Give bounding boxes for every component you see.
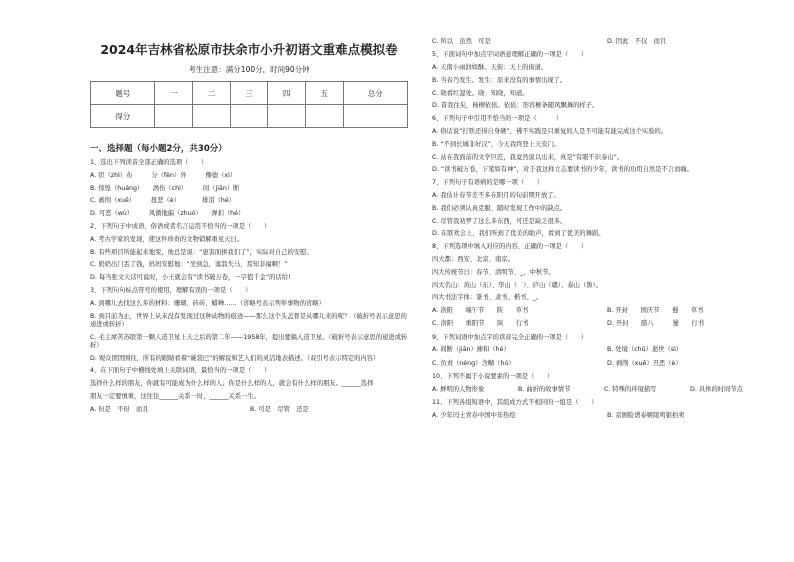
option-b: B. 处境（chǔ）逝世（sì） [607,346,683,354]
option-b: B. 开封 国庆节 蜀 草书 [607,307,704,315]
score-cell: 四 [268,82,306,105]
options-row [432,307,772,315]
option-d: D. 在联欢会上，我们听到了优美的助声，看到了优美的舞蹈。 [432,230,605,238]
option-b: B. “不到长城非好汉”，今天我终登上天安门。 [432,140,561,148]
options-row [432,360,772,368]
question-line: 四大传统节日：春节、清明节、_、中秋节。 [432,268,555,276]
score-cell: 得分 [91,105,155,128]
question-stem: 8、下列选项中填入对应的内容，正确的一项是（ ） [432,243,588,251]
question-line: 四大都：西安、北京、南京。 [432,255,514,263]
option-b: B. 当春乃发生。发生：原来没有的事情出现了。 [432,76,567,84]
score-input-cell[interactable] [193,105,231,128]
score-input-cell[interactable] [268,105,306,128]
option-a: A. 鲜明的人物形象 [432,385,485,393]
score-cell: 五 [305,82,343,105]
option-d: D. 因此 不仅 而且 [607,38,667,45]
option-a: A. 间断（jiān）掺和（hé） [432,346,510,354]
option-d: D. 具体的时间节点 [690,385,743,393]
option-a: A. 我估计春节差不多在阳月的旬前期开放了。 [432,191,560,199]
exam-notice: 考生注意：满分100分，时间90分钟 [188,65,310,74]
option-b: B. 曲折的故事情节 [518,385,571,393]
question-stem: 3、下列句句标点符号的使用，理解有误的一项是（ ） [90,286,252,294]
option-d: D. 剥削（xuē）丑恶（è） [607,359,682,367]
option-b: B. 我们必须认真克服、随时发现工作中的缺点。 [432,204,567,212]
option-c: C. 晓看红湿处。晓：知晓，知道。 [432,89,529,97]
option-a: A. 考古学家的发现，使这件珍贵的文物销解重见天日。 [90,235,244,243]
score-input-cell[interactable] [343,105,407,128]
option-b: B. 有些项目所能起来地变，他总是说：“患害面拼我们了”，实际对自己的安慰。 [90,248,313,256]
question-stem: 9、下列词语中加点字的读音完全正确的一项是（ ） [432,333,588,341]
score-table-header-row [91,82,408,105]
option-b: B. 京剧脸谱泰姬陵鸣银拍卖 [607,411,685,419]
option-a: A. 洛阳 端午节 陕 草书 [432,307,529,315]
question-stem: 10、下列不属于小说要素的一项是（ ） [432,372,554,380]
option-c: C. 负责（néng）含糊（hú） [432,359,515,367]
option-c: C. 毛主席苦苏联第一颗人造卫星上天之后的第二年——1958年，提出要搞人造卫星。（破折号表示意思的递进或转折） [90,333,408,349]
option-c: C. 站在我面前的文学巨匠，我竟然说以出来，真是“有眼不识泰山”。 [432,153,624,161]
option-a: A. 但是 不但 而且 [90,405,149,413]
score-cell: 题号 [91,82,155,105]
option-b: B. 惊惶（huáng） 涡伤（chì） 间（jiān）断 [90,184,240,192]
section-title: 一、选择题（每小题2分，共30分） [90,144,227,154]
option-a: A. 俗话说“打铁还得自身硬”，佛不实践是只重复的人是不可能有能完成这个实验的。 [432,127,668,135]
option-d: D. 可恶（wù） 风微地偏（zhuó） 弹扣（hé） [90,210,245,218]
question-passage: 朋友一定要慎重，这往往______关系一时，______关系一生。 [90,392,261,400]
question-line: 四大名山：黄山（东）、华山（ ）、庐山（赣）、泰山（鲁）。 [432,281,603,289]
option-d: D. 每当张文天话可说时，小王就会有“读书破万卷，一字值千金”的话给! [90,274,291,282]
options-row [432,386,772,394]
option-c: C. 所以 虽然 可是 [432,38,491,45]
question-stem: 2、下列句子中成语、俗语或者名言运用不恰当的一项是（ ） [90,222,271,230]
options-row [432,320,772,328]
question-stem: 4、在下面句子中横线处填上关联词语，最恰当的一项是（ ） [90,367,271,375]
options-row [90,406,408,414]
score-input-cell[interactable] [230,105,268,128]
option-c: C. 尽管我劝罗了这么多东西，可还是缺乏很多。 [432,217,567,225]
option-d: D. “读书破万卷，下笔如有神”，对于我这样立志要读书的少年，读书的功用自然是不言而喻。 [432,166,693,174]
option-a: A. 到哪儿去找这么多的材料：珊瑚、砖砖、蜡蝉……（省略号表示列举事物的省略） [90,299,325,307]
options-row [432,412,772,420]
options-row [432,346,772,354]
option-b: B. 可是 尽管 还是 [250,405,309,413]
option-d: D. 开封 腊八 蜀 行书 [607,320,705,328]
score-cell: 一 [155,82,193,105]
option-a: A. 天南小雨润如酥。天街：天上的街道。 [432,64,548,71]
question-line: 四大书法字体：篆书、隶书、楷书、_。 [432,294,543,302]
question-stem: 1、选出下列读音全部正确的选项（ ） [90,159,208,166]
exam-title: 2024年吉林省松原市扶余市小升初语文重难点模拟卷 [100,42,398,57]
question-stem: 6、下列句子中引用不恰当的一项是（ ） [432,115,562,123]
score-input-cell[interactable] [305,105,343,128]
option-c: C. 洛阳 重阳节 陕 行书 [432,320,529,328]
question-stem: 11、下列各组短语中，其组成方式不相同的一组是（ ） [432,398,598,406]
score-input-cell[interactable] [155,105,193,128]
question-stem: 7、下列句子有语病的是哪一项（ ） [432,179,544,187]
option-a: A. 少年闰土青春中国中年热绘 [432,411,516,419]
option-c: C. 奶奶出门丢了钱，妈妈安慰地：“坐到急，塞翁失马，焉知非福啊！” [90,261,288,269]
right-column [432,38,772,425]
question-passage: 选择什么样的朋友，你就有可能成为什么样的人；你是什么样的人，就会有什么样的朋友。______选择 [90,380,374,388]
option-c: C. 特殊的环境描写 [604,385,657,393]
score-cell: 总分 [343,82,407,105]
score-table-score-row [91,105,408,128]
option-a: A. 织（zhì）布 分（fèn）外 傈德（xì） [90,171,237,179]
left-column [90,38,408,419]
option-c: C. 剥削（xuē） 扭恶（è） 排泪（hé） [90,197,236,205]
option-d: D. 昔我往矣，杨柳依依。依依：形容柳条随风飘舞的样子。 [432,102,599,110]
score-table [90,81,408,128]
options-row [432,38,772,46]
option-b: B. 到目前为止，世界上从未没有发现过这种动物的痕迹——那么这个头盖骨是从哪儿来的呢？（破折号表示意思的递进或转折） [90,312,407,328]
score-cell: 三 [230,82,268,105]
score-cell: 二 [193,82,231,105]
option-d: D. 观众团团围住，所有的眼睛看着“碗袋巴”的解说和艺人们的灵活地表描述。（双引号表示特定的内容） [90,354,380,362]
question-stem: 5、下面词句中加点字词语意理解正确的一项是（ ） [432,51,588,59]
